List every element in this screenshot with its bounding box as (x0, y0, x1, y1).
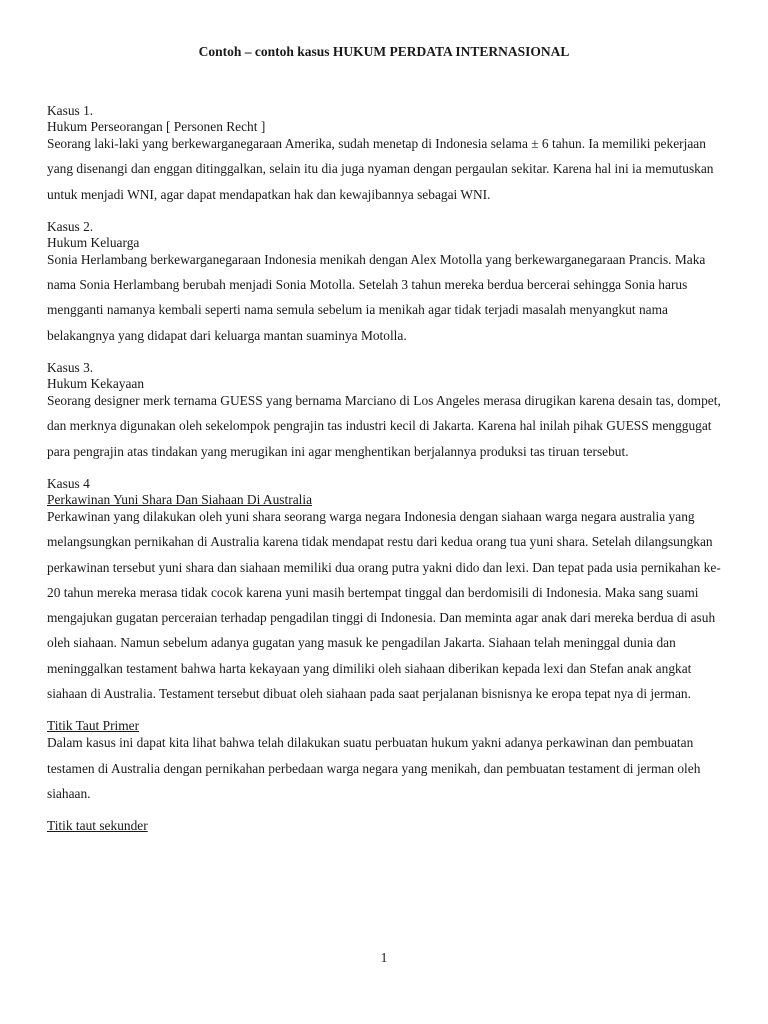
case-section (47, 476, 723, 706)
case-heading: Hukum Perseorangan [ Personen Recht ] (47, 119, 266, 134)
case-section (47, 360, 723, 464)
case-heading: Perkawinan Yuni Shara Dan Siahaan Di Australia (47, 491, 313, 507)
case-number: Kasus 1. (47, 103, 94, 118)
case-heading: Hukum Kekayaan (47, 376, 145, 392)
case-number: Kasus 4 (47, 475, 90, 491)
case-text: Seorang designer merk ternama GUESS yang bernama Marciano di Los Angeles merasa dirugikan karena desain tas, dompet, dan merknya digunakan oleh sekelompok pengrajin tas industri kecil di Jakarta. Karena hal inilah pihak GUESS menggugat para pengrajin atas tindakan yang merugikan ini agar menghentikan berjalannya produksi tas tiruan tersebut. (47, 393, 721, 459)
case-number: Kasus 3. (47, 360, 94, 376)
primary-section (47, 718, 723, 806)
document-title: Contoh – contoh kasus HUKUM PERDATA INTERNASIONAL (198, 44, 570, 59)
case-section (47, 219, 723, 348)
secondary-heading: Titik taut sekunder (47, 818, 148, 834)
case-text: Perkawinan yang dilakukan oleh yuni shara seorang warga negara Indonesia dengan siahaan warga negara australia yang melangsungkan pernikahan di Australia karena tidak mendapat restu dari kedua orang tua yuni shara. Setelah dilangsungkan perkawinan tersebut yuni shara dan siahaan memiliki dua orang putra yakni dido dan lexi. Dan tepat pada usia pernikahan ke-20 tahun mereka merasa tidak cocok karena yuni masih bertempat tinggal dan berdomisili di Indonesia. Maka sang suami mengajukan gugatan perceraian terhadap pengadilan tinggi di Indonesia. Dan meminta agar anak dari mereka berdua di asuh oleh siahaan. Namun sebelum adanya gugatan yang masuk ke pengadilan Jakarta. Siahaan telah meninggal dunia dan meninggalkan testament bahwa harta kekayaan yang dimiliki oleh siahaan diberikan kepada lexi dan Stefan anak angkat siahaan di Australia. Testament tersebut dibuat oleh siahaan pada saat perjalanan bisnisnya ke eropa tepat nya di jerman. (47, 508, 721, 702)
secondary-section (47, 818, 723, 834)
case-number: Kasus 2. (47, 218, 94, 234)
case-text: Sonia Herlambang berkewarganegaraan Indonesia menikah dengan Alex Motolla yang berkewarganegaraan Prancis. Maka nama Sonia Herlambang berubah menjadi Sonia Motolla. Setelah 3 tahun mereka berdua bercerai sehingga Sonia harus mengganti namanya kembali seperti nama semula sebelum ia menikah agar tidak terjadi masalah menyangkut nama belakangnya yang didapat dari keluarga mantan suaminya Motolla. (47, 251, 706, 343)
primary-text: Dalam kasus ini dapat kita lihat bahwa telah dilakukan suatu perbuatan hukum yakni adanya perkawinan dan pembuatan testamen di Australia dengan pernikahan perbedaan warga negara yang menikah, dan pembuatan testament di jerman oleh siahaan. (47, 735, 701, 801)
case-heading: Hukum Keluarga (47, 234, 140, 250)
document-body (47, 103, 723, 848)
case-section (47, 103, 723, 207)
primary-heading: Titik Taut Primer (47, 718, 140, 734)
case-text: Seorang laki-laki yang berkewarganegaraan Amerika, sudah menetap di Indonesia selama ± 6 tahun. Ia memiliki pekerjaan yang disenangi dan enggan ditinggalkan, selain itu dia juga nyaman dengan pergaulan sekitar. Karena hal ini ia memutuskan untuk menjadi WNI, agar dapat mendapatkan hak dan kewajibannya sebagai WNI. (47, 136, 714, 202)
page-number: 1 (380, 950, 388, 965)
